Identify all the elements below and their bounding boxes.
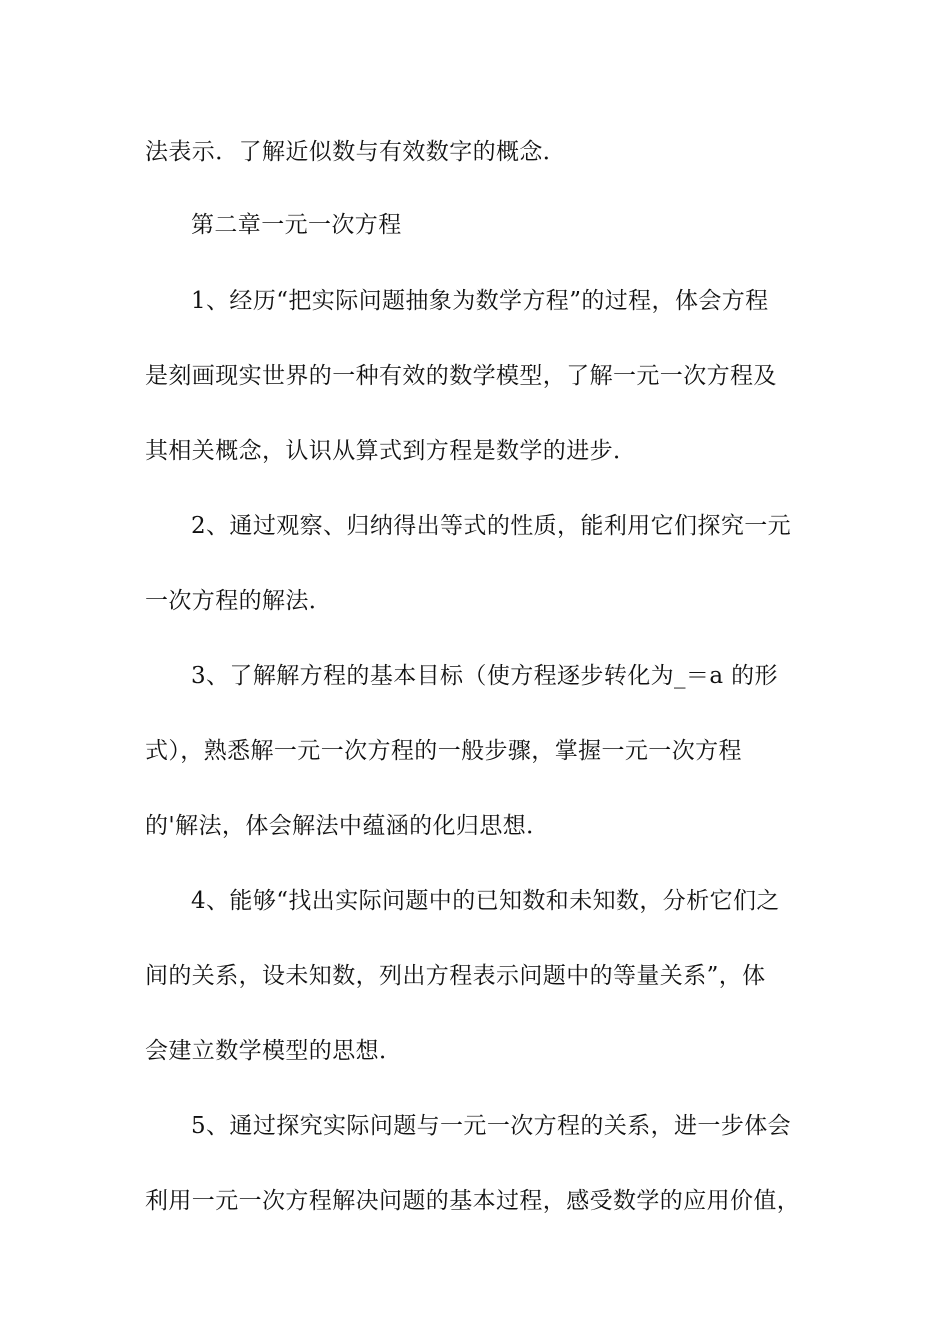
text-line: 会建立数学模型的思想． <box>145 1038 403 1064</box>
text-line: 式），熟悉解一元一次方程的一般步骤，掌握一元一次方程 <box>145 738 742 764</box>
text-line: 利用一元一次方程解决问题的基本过程，感受数学的应用价值， <box>145 1188 801 1214</box>
text-line: 间的关系，设未知数，列出方程表示问题中的等量关系”，体 <box>145 963 766 989</box>
text-line: 2、通过观察、归纳得出等式的性质，能利用它们探究一元 <box>191 513 792 539</box>
text-line: 是刻画现实世界的一种有效的数学模型，了解一元一次方程及 <box>145 363 777 389</box>
text-line: 5、通过探究实际问题与一元一次方程的关系，进一步体会 <box>191 1113 792 1139</box>
text-line: 法表示．了解近似数与有效数字的概念． <box>145 139 567 165</box>
text-line: 一次方程的解法． <box>145 588 333 614</box>
text-line: 的'解法，体会解法中蕴涵的化归思想． <box>145 813 550 839</box>
text-line: 4、能够“找出实际问题中的已知数和未知数，分析它们之 <box>191 888 780 914</box>
chapter-heading: 第二章一元一次方程 <box>191 212 402 238</box>
text-line: 1、经历“把实际问题抽象为数学方程”的过程，体会方程 <box>191 288 769 314</box>
text-line: 其相关概念，认识从算式到方程是数学的进步． <box>145 438 637 464</box>
text-line: 3、了解解方程的基本目标（使方程逐步转化为_＝a 的形 <box>191 663 778 689</box>
